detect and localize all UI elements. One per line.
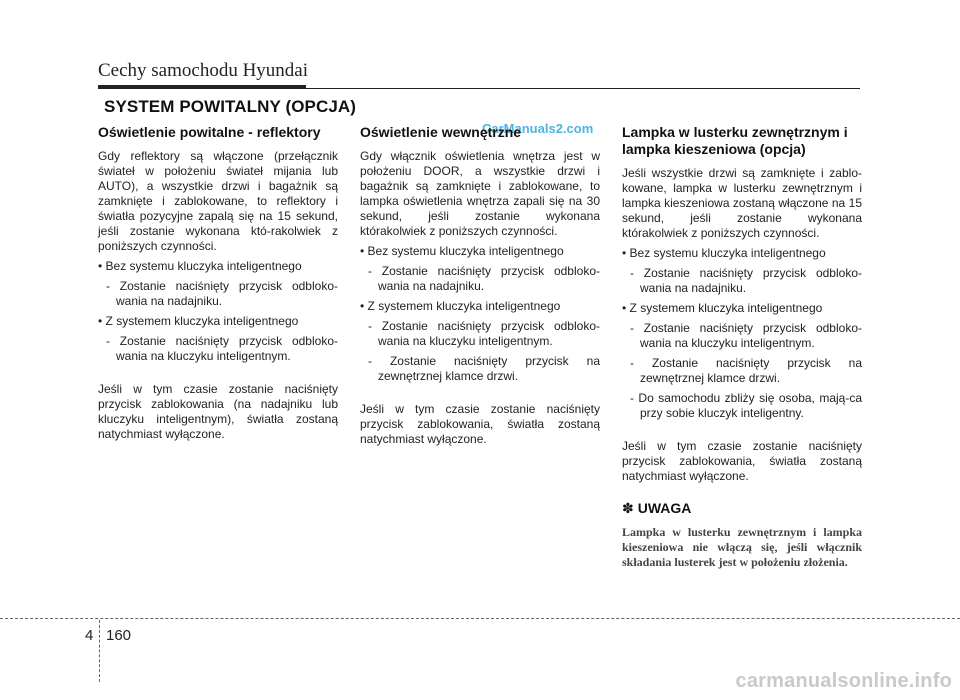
paragraph-outro: Jeśli w tym czasie zostanie naciśnięty przycisk zablokowania, światła zostaną natychmiast wyłączone. [360,402,600,446]
note-heading [622,500,862,517]
note-body: Lampka w lusterku zewnętrznym i lampka kieszeniowa nie włączą się, jeśli włącznik składania lusterek jest w położeniu złożenia. [622,525,862,569]
watermark-carmanuals2: CarManuals2.com [482,121,594,136]
dash-item: - Zostanie naciśnięty przycisk na zewnętrznej klamce drzwi. [368,354,600,383]
heading-interior-light: Oświetlenie wewnętrzne [360,124,522,140]
dash-item: - Zostanie naciśnięty przycisk odbloko-wania na kluczyku inteligentnym. [368,319,600,348]
dash-item: - Zostanie naciśnięty przycisk odbloko-wania na kluczyku inteligentnym. [630,321,862,350]
page-number: 160 [106,627,132,644]
bullet-without-smart-key: • Bez systemu kluczyka inteligentnego [98,259,302,273]
asterisk-icon: ✽ [622,500,634,516]
paragraph-outro: Jeśli w tym czasie zostanie naciśnięty przycisk zablokowania, światła zostaną natychmiast wyłączone. [622,439,862,483]
heading-welcome-headlights: Oświetlenie powitalne - reflektory [98,124,321,140]
paragraph-intro: Jeśli wszystkie drzwi są zamknięte i zablo-kowane, lampka w lusterku zewnętrznym i lampka kieszeniowa zostaną włączone na 15 sekund, jeśli zostanie wykonana którakolwiek z poniższych czynności. [622,166,862,240]
bullet-with-smart-key: • Z systemem kluczyka inteligentnego [622,301,823,315]
bullet-with-smart-key: • Z systemem kluczyka inteligentnego [360,299,561,313]
watermark-carmanualsonline: carmanualsonline.info [735,670,952,692]
dash-item: - Zostanie naciśnięty przycisk odbloko-wania na kluczyku inteligentnym. [106,334,338,363]
dash-item: - Zostanie naciśnięty przycisk na zewnętrznej klamce drzwi. [630,356,862,385]
paragraph-outro: Jeśli w tym czasie zostanie naciśnięty przycisk zablokowania (na nadajniku lub kluczyku inteligentnym), światła zostaną natychmiast wyłączone. [98,382,338,441]
section-title: SYSTEM POWITALNY (OPCJA) [104,97,357,116]
bullet-without-smart-key: • Bez systemu kluczyka inteligentnego [622,246,826,260]
footer-divider [0,618,960,619]
dash-item: - Zostanie naciśnięty przycisk odbloko-wania na nadajniku. [106,279,338,308]
paragraph-intro: Gdy reflektory są włączone (przełącznik świateł w położeniu świateł mijania lub AUTO), a wszystkie drzwi i bagażnik są zamknięte i zablokowane, to reflektory i światła pozycyjne zapalą się na 15 sekund, jeśli zostanie wykonana któ-rakolwiek z poniższych czynności. [98,149,338,253]
column-interior-light [360,124,600,447]
bullet-with-smart-key: • Z systemem kluczyka inteligentnego [98,314,299,328]
header-rule [98,88,860,89]
dash-item: - Do samochodu zbliży się osoba, mają-ca przy sobie kluczyk inteligentny. [630,391,862,420]
column-welcome-headlights [98,124,338,442]
column-mirror-pocket-lamp [622,124,862,570]
dash-item: - Zostanie naciśnięty przycisk odbloko-wania na nadajniku. [368,264,600,293]
chapter-number: 4 [85,627,94,644]
heading-mirror-pocket-lamp: Lampka w lusterku zewnętrznym i lampka kieszeniowa (opcja) [622,124,848,157]
note-title: UWAGA [637,500,692,516]
running-header: Cechy samochodu Hyundai [98,60,309,81]
paragraph-intro: Gdy włącznik oświetlenia wnętrza jest w położeniu DOOR, a wszystkie drzwi i bagażnik są zamknięte i zablokowane, to lampka oświetlenia wnętrza zapali się na 30 sekund, jeśli zostanie wykonana którakolwiek z poniższych czynności. [360,149,600,238]
dash-item: - Zostanie naciśnięty przycisk odbloko-wania na nadajniku. [630,266,862,295]
bullet-without-smart-key: • Bez systemu kluczyka inteligentnego [360,244,564,258]
footer-vertical-divider [99,620,100,682]
